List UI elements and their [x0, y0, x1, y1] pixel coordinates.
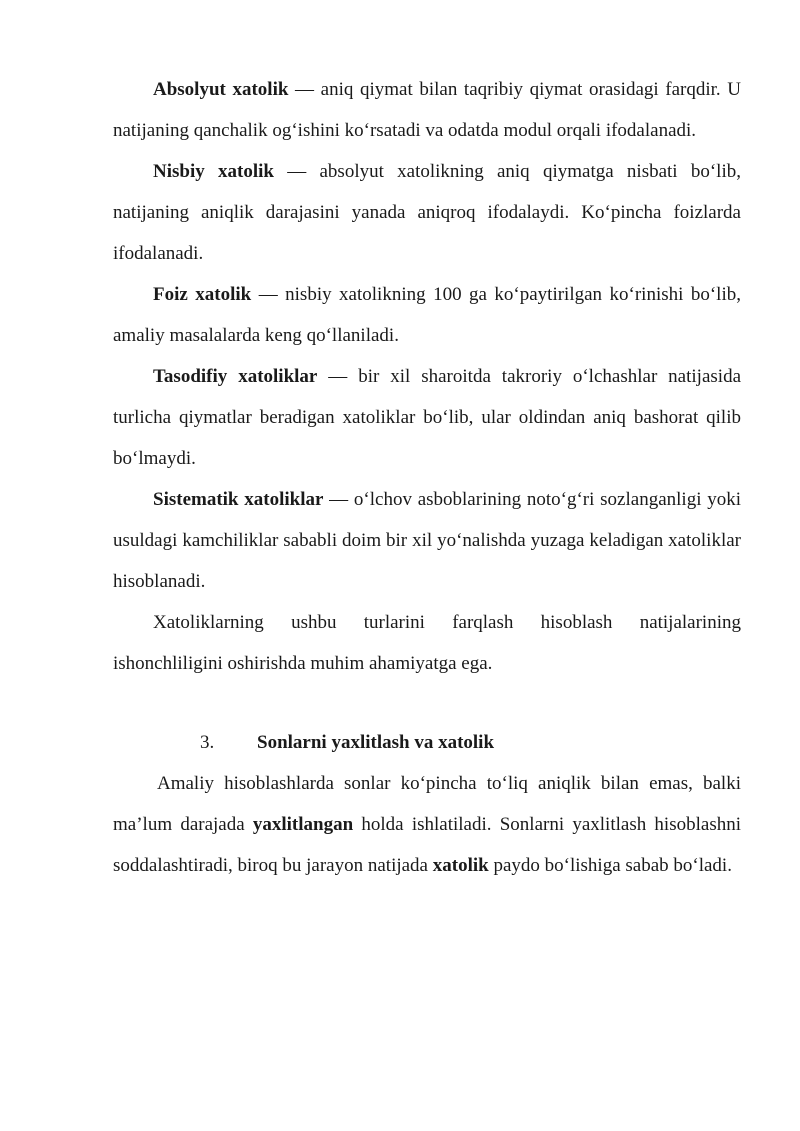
closing-text-2: holda ishlatiladi. Sonlarni yaxlitlash hisoblashni soddalashtiradi, biroq bu jarayon natijada [113, 814, 741, 876]
closing-bold-1: yaxlitlangan [252, 814, 354, 835]
closing-text-1: Amaliy hisoblashlarda sonlar ko‘pincha to‘liq aniqlik bilan emas, balki ma’lum darajada [113, 773, 741, 835]
definition-absolute-error [113, 69, 741, 151]
closing-text-3: paydo bo‘lishiga sabab bo‘ladi. [488, 855, 732, 876]
term: Tasodifiy xatoliklar [153, 366, 318, 387]
definition-percent-error [113, 274, 741, 356]
closing-paragraph [113, 763, 741, 886]
section-heading [113, 722, 741, 763]
term: Absolyut xatolik [153, 79, 289, 100]
term: Sistematik xatoliklar [153, 489, 324, 510]
summary-paragraph: Xatoliklarning ushbu turlarini farqlash hisoblash natijalarining ishonchliligini oshirishda muhim ahamiyatga ega. [113, 612, 741, 674]
definition-random-errors [113, 356, 741, 479]
definition-systematic-errors [113, 479, 741, 602]
definition-text: — nisbiy xatolikning 100 ga ko‘paytirilgan ko‘rinishi bo‘lib, amaliy masalalarda keng qo‘llaniladi. [113, 284, 741, 346]
section-title: Sonlarni yaxlitlash va xatolik [257, 732, 495, 753]
definition-text: — aniq qiymat bilan taqribiy qiymat orasidagi farqdir. U natijaning qanchalik og‘ishini ko‘rsatadi va odatda modul orqali ifodalanadi. [113, 79, 741, 141]
closing-bold-2: xatolik [432, 855, 489, 876]
definition-text: — o‘lchov asboblarining noto‘g‘ri sozlanganligi yoki usuldagi kamchiliklar sababli doim bir xil yo‘nalishda yuzaga keladigan xatoliklar hisoblanadi. [113, 489, 741, 592]
spacer [113, 684, 741, 722]
definition-text: — bir xil sharoitda takroriy o‘lchashlar natijasida turlicha qiymatlar beradigan xatoliklar bo‘lib, ular oldindan aniq bashorat qilib bo‘lmaydi. [113, 366, 741, 469]
term: Foiz xatolik [153, 284, 252, 305]
definition-text: — absolyut xatolikning aniq qiymatga nisbati bo‘lib, natijaning aniqlik darajasini yanada aniqroq ifodalaydi. Ko‘pincha foizlarda ifodalanadi. [113, 161, 741, 264]
term: Nisbiy xatolik [153, 161, 274, 182]
section-number: 3. [200, 732, 215, 753]
definition-relative-error [113, 151, 741, 274]
